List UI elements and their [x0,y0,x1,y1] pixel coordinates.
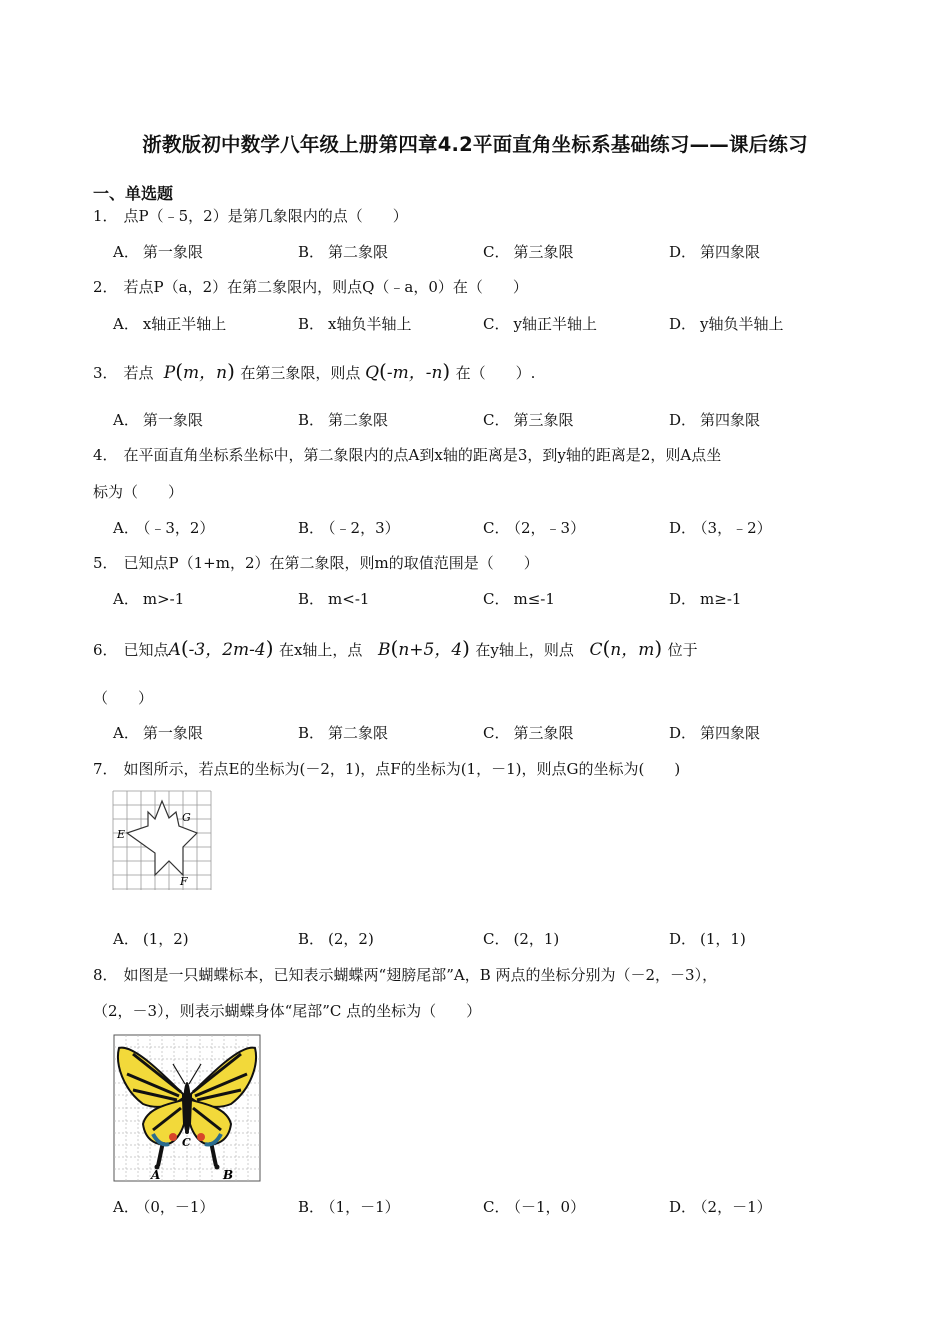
option-b[interactable]: B． 第二象限 [298,724,389,742]
option-c[interactable]: C． m≤-1 [483,590,555,608]
option-d[interactable]: D． （3，﹣2） [669,519,772,537]
option-c[interactable]: C． （－1，0） [483,1198,586,1216]
option-c[interactable]: C． 第三象限 [483,724,574,742]
point-c-marker [185,1130,189,1134]
question-2 [93,275,863,299]
question-5 [93,551,863,575]
question-number: 6． [93,641,118,659]
option-d[interactable]: D． y轴负半轴上 [669,315,784,333]
left-eyespot [169,1133,177,1141]
option-c[interactable]: C． 第三象限 [483,411,574,429]
question-text: 若点P（a，2）在第二象限内，则点Q（﹣a，0）在（ ） [123,278,528,296]
option-d[interactable]: D． 第四象限 [669,243,761,261]
option-b[interactable]: B． m<-1 [298,590,370,608]
option-d[interactable]: D． (1，1) [669,930,746,948]
option-c[interactable]: C． y轴正半轴上 [483,315,597,333]
options-6 [113,721,873,745]
question-3: 3． 若点 P(m，n) 在第三象限，则点 Q(-m，-n) 在（ ）. [93,359,536,383]
question-text: 如图是一只蝴蝶标本，已知表示蝴蝶两“翅膀尾部”A，B 两点的坐标分别为（－2，－3）， [123,966,718,984]
options-5 [113,587,873,611]
option-a[interactable]: A． （﹣3，2） [113,519,215,537]
question-8 [93,963,863,987]
star-grid-figure [112,790,214,892]
right-eyespot [197,1133,205,1141]
math-c: C(n，m) [589,636,663,660]
butterfly-figure [113,1034,261,1182]
option-a[interactable]: A． (1，2) [113,930,189,948]
math-a: A(-3，2m-4) [168,636,274,660]
question-6: 6． 已知点A(-3，2m-4) 在x轴上，点 B(n+5，4) 在y轴上，则点 C(n，m) 位于 [93,636,698,660]
question-text: 点P（﹣5，2）是第几象限内的点（ ） [123,207,408,225]
question-number: 7． [93,760,118,778]
option-b[interactable]: B． （﹣2，3） [298,519,400,537]
option-a[interactable]: A． 第一象限 [113,243,203,261]
options-7 [113,927,873,951]
option-b[interactable]: B． (2，2) [298,930,374,948]
option-b[interactable]: B． （1，－1） [298,1198,400,1216]
option-a[interactable]: A． （0，－1） [113,1198,215,1216]
question-number: 1． [93,207,118,225]
question-number: 8． [93,966,118,984]
math-p: P(m，n) [163,359,235,383]
option-b[interactable]: B． 第二象限 [298,411,389,429]
question-7 [93,757,863,781]
question-text: 已知点P（1+m，2）在第二象限，则m的取值范围是（ ） [123,554,539,572]
option-c[interactable]: C． (2，1) [483,930,560,948]
label-b: B [223,1168,234,1182]
option-d[interactable]: D． （2，－1） [669,1198,772,1216]
option-b[interactable]: B． x轴负半轴上 [298,315,412,333]
option-d[interactable]: D． 第四象限 [669,724,761,742]
question-4-line2: 标为（ ） [93,483,184,501]
question-6-line2: （ ） [93,689,154,707]
label-e: E [117,828,126,841]
question-4 [93,443,863,467]
option-a[interactable]: A． 第一象限 [113,411,203,429]
label-c: C [182,1136,191,1149]
point-b-marker [215,1165,220,1170]
option-a[interactable]: A． 第一象限 [113,724,203,742]
question-text: 在平面直角坐标系坐标中，第二象限内的点A到x轴的距离是3，到y轴的距离是2，则A点坐 [123,446,722,464]
option-a[interactable]: A． x轴正半轴上 [113,315,227,333]
options-4 [113,516,873,540]
options-2 [113,312,873,336]
question-number: 4． [93,446,118,464]
butterfly-body [183,1082,191,1134]
options-8 [113,1195,873,1219]
options-1 [113,240,873,264]
page-title: 浙教版初中数学八年级上册第四章4.2平面直角坐标系基础练习——课后练习 [142,133,808,156]
option-d[interactable]: D． 第四象限 [669,411,761,429]
question-text: 如图所示，若点E的坐标为(－2，1)，点F的坐标为(1，－1)，则点G的坐标为( ) [123,760,681,778]
label-a: A [151,1168,161,1182]
question-8-line2: （2，－3），则表示蝴蝶身体“尾部”C 点的坐标为（ ） [93,1002,482,1020]
label-g: G [182,811,191,824]
question-1 [93,204,863,228]
option-c[interactable]: C． 第三象限 [483,243,574,261]
question-number: 5． [93,554,118,572]
question-number: 2． [93,278,118,296]
question-number: 3． [93,364,118,382]
math-b: B(n+5，4) [378,636,470,660]
label-f: F [180,875,188,888]
options-3 [113,408,873,432]
section-heading: 一、单选题 [93,184,174,203]
option-d[interactable]: D． m≥-1 [669,590,742,608]
option-a[interactable]: A． m>-1 [113,590,185,608]
math-q: Q(-m，-n) [365,359,451,383]
option-c[interactable]: C． （2，﹣3） [483,519,586,537]
option-b[interactable]: B． 第二象限 [298,243,389,261]
